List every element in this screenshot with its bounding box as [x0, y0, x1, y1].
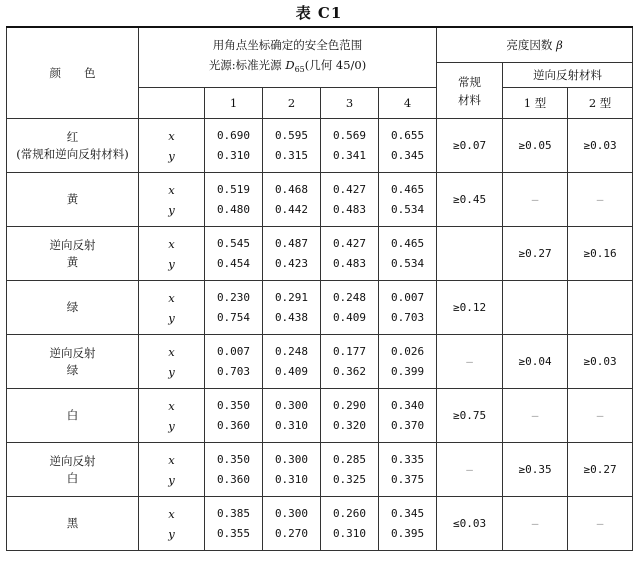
- coordinate-cell: [205, 173, 263, 227]
- x-value: 0.468: [274, 182, 309, 196]
- coordinate-cell: [321, 281, 379, 335]
- y-value: 0.341: [332, 148, 367, 162]
- x-value: 0.545: [216, 236, 251, 250]
- type1-luminance-cell: ≥0.05: [503, 119, 568, 173]
- x-value: 0.335: [390, 452, 425, 466]
- xy-label-cell: [139, 443, 205, 497]
- coordinate-cell: [321, 443, 379, 497]
- x-symbol: x: [168, 344, 175, 359]
- y-value: 0.409: [332, 310, 367, 324]
- color-name-line: 绿: [66, 300, 79, 314]
- color-name-line: 黑: [66, 516, 79, 530]
- x-value: 0.300: [274, 452, 309, 466]
- range-title: 用角点坐标确定的安全色范围: [212, 38, 363, 52]
- coordinate-cell: [263, 281, 321, 335]
- point-4-header: 4: [379, 88, 437, 119]
- light-source: 光源:标准光源 $D_{65}$(几何 45/0): [208, 58, 367, 74]
- coordinate-cell: [205, 227, 263, 281]
- coordinate-cell: [379, 389, 437, 443]
- color-name-line: 白: [66, 470, 79, 485]
- color-name-line: 逆向反射: [49, 237, 96, 252]
- y-value: 0.362: [332, 364, 367, 378]
- xy-label-cell: [139, 497, 205, 551]
- regular-luminance-cell: ≤0.03: [437, 497, 503, 551]
- color-name-cell: [7, 335, 139, 389]
- coordinate-cell: [263, 173, 321, 227]
- coordinate-cell: [321, 389, 379, 443]
- y-value: 0.703: [390, 310, 425, 324]
- xy-blank-header: [139, 88, 205, 119]
- y-value: 0.483: [332, 202, 367, 216]
- x-value: 0.290: [332, 398, 367, 412]
- type2-luminance-cell: —: [568, 497, 633, 551]
- y-value: 0.270: [274, 526, 309, 540]
- coordinate-cell: [379, 173, 437, 227]
- regular-luminance-cell: —: [437, 335, 503, 389]
- y-value: 0.310: [332, 526, 367, 540]
- type2-luminance-cell: —: [568, 389, 633, 443]
- x-value: 0.427: [332, 236, 367, 250]
- x-value: 0.345: [390, 506, 425, 520]
- point-3-header: 3: [321, 88, 379, 119]
- table-row: [7, 173, 633, 227]
- x-value: 0.248: [332, 290, 367, 304]
- x-value: 0.007: [216, 344, 251, 358]
- y-value: 0.310: [216, 148, 251, 162]
- table-row: [7, 119, 633, 173]
- y-symbol: y: [168, 526, 175, 541]
- y-value: 0.438: [274, 310, 309, 324]
- x-value: 0.690: [216, 128, 251, 142]
- coordinate-cell: [379, 335, 437, 389]
- coordinate-cell: [205, 389, 263, 443]
- y-value: 0.360: [216, 418, 251, 432]
- xy-label-cell: [139, 227, 205, 281]
- table-row: [7, 227, 633, 281]
- x-value: 0.465: [390, 182, 425, 196]
- coordinate-cell: [321, 173, 379, 227]
- y-value: 0.315: [274, 148, 309, 162]
- x-value: 0.350: [216, 452, 251, 466]
- color-name-cell: [7, 227, 139, 281]
- x-value: 0.655: [390, 128, 425, 142]
- table-row: [7, 389, 633, 443]
- regular-luminance-cell: ≥0.75: [437, 389, 503, 443]
- type2-header: 2 型: [568, 88, 633, 119]
- color-name-cell: [7, 497, 139, 551]
- y-value: 0.355: [216, 526, 251, 540]
- y-value: 0.534: [390, 256, 425, 270]
- range-header: [139, 27, 437, 88]
- y-value: 0.534: [390, 202, 425, 216]
- y-value: 0.480: [216, 202, 251, 216]
- y-value: 0.375: [390, 472, 425, 486]
- y-value: 0.454: [216, 256, 251, 270]
- x-value: 0.427: [332, 182, 367, 196]
- coordinate-cell: [205, 443, 263, 497]
- x-symbol: x: [168, 290, 175, 305]
- type1-header: 1 型: [503, 88, 568, 119]
- color-name-line: 红: [66, 129, 79, 144]
- x-value: 0.519: [216, 182, 251, 196]
- type2-luminance-cell: [568, 281, 633, 335]
- y-value: 0.703: [216, 364, 251, 378]
- xy-label-cell: [139, 281, 205, 335]
- regular-luminance-cell: ≥0.45: [437, 173, 503, 227]
- type1-luminance-cell: —: [503, 389, 568, 443]
- color-name-cell: [7, 173, 139, 227]
- x-value: 0.595: [274, 128, 309, 142]
- x-value: 0.487: [274, 236, 309, 250]
- y-value: 0.370: [390, 418, 425, 432]
- x-value: 0.300: [274, 398, 309, 412]
- type1-luminance-cell: [503, 281, 568, 335]
- type2-luminance-cell: —: [568, 173, 633, 227]
- y-symbol: y: [168, 364, 175, 379]
- x-value: 0.340: [390, 398, 425, 412]
- table-body: [7, 119, 633, 551]
- coordinate-cell: [379, 227, 437, 281]
- coordinate-cell: [263, 227, 321, 281]
- coordinate-cell: [263, 335, 321, 389]
- x-value: 0.285: [332, 452, 367, 466]
- table-row: [7, 497, 633, 551]
- color-name-line: 逆向反射: [49, 453, 96, 468]
- coordinate-cell: [205, 281, 263, 335]
- x-symbol: x: [168, 182, 175, 197]
- type2-luminance-cell: ≥0.03: [568, 335, 633, 389]
- x-symbol: x: [168, 398, 175, 413]
- type2-luminance-cell: ≥0.16: [568, 227, 633, 281]
- y-symbol: y: [168, 418, 175, 433]
- y-value: 0.442: [274, 202, 309, 216]
- table-row: [7, 443, 633, 497]
- regular-luminance-cell: [437, 227, 503, 281]
- table-row: [7, 335, 633, 389]
- y-symbol: y: [168, 256, 175, 271]
- x-value: 0.300: [274, 506, 309, 520]
- color-name-cell: [7, 389, 139, 443]
- color-name-cell: [7, 281, 139, 335]
- regular-luminance-cell: —: [437, 443, 503, 497]
- color-header: 颜 色: [7, 27, 139, 119]
- regular-material-header: 常规 材料: [437, 63, 503, 119]
- color-name-line: 逆向反射: [49, 345, 96, 360]
- point-1-header: 1: [205, 88, 263, 119]
- x-symbol: x: [168, 452, 175, 467]
- coordinate-cell: [379, 497, 437, 551]
- table-row: [7, 281, 633, 335]
- color-name-cell: [7, 119, 139, 173]
- xy-label-cell: [139, 119, 205, 173]
- coordinate-cell: [263, 443, 321, 497]
- color-name-line: 白: [66, 408, 79, 422]
- x-symbol: x: [168, 128, 175, 143]
- color-name-line: 黄: [66, 192, 79, 206]
- color-name-cell: [7, 443, 139, 497]
- type2-luminance-cell: ≥0.03: [568, 119, 633, 173]
- xy-label-cell: [139, 173, 205, 227]
- y-value: 0.395: [390, 526, 425, 540]
- x-symbol: x: [168, 236, 175, 251]
- table-caption: 表 C1: [295, 4, 343, 22]
- x-value: 0.026: [390, 344, 425, 358]
- coordinate-cell: [379, 119, 437, 173]
- y-value: 0.320: [332, 418, 367, 432]
- point-2-header: 2: [263, 88, 321, 119]
- coordinate-cell: [205, 335, 263, 389]
- y-value: 0.325: [332, 472, 367, 486]
- y-value: 0.754: [216, 310, 251, 324]
- color-name-line: (常规和逆向反射材料): [16, 146, 129, 161]
- coordinate-cell: [263, 497, 321, 551]
- y-symbol: y: [168, 310, 175, 325]
- xy-label-cell: [139, 389, 205, 443]
- x-value: 0.465: [390, 236, 425, 250]
- coordinate-cell: [205, 497, 263, 551]
- x-value: 0.350: [216, 398, 251, 412]
- type1-luminance-cell: ≥0.27: [503, 227, 568, 281]
- y-value: 0.483: [332, 256, 367, 270]
- x-value: 0.260: [332, 506, 367, 520]
- coordinate-cell: [263, 389, 321, 443]
- color-range-table: [6, 26, 633, 551]
- y-symbol: y: [168, 202, 175, 217]
- x-value: 0.007: [390, 290, 425, 304]
- y-value: 0.399: [390, 364, 425, 378]
- retro-material-header: 逆向反射材料: [503, 63, 633, 88]
- y-value: 0.360: [216, 472, 251, 486]
- type2-luminance-cell: ≥0.27: [568, 443, 633, 497]
- y-symbol: y: [168, 148, 175, 163]
- x-value: 0.248: [274, 344, 309, 358]
- coordinate-cell: [321, 227, 379, 281]
- coordinate-cell: [379, 443, 437, 497]
- luminance-header: 亮度因数 β: [437, 27, 633, 63]
- coordinate-cell: [321, 119, 379, 173]
- coordinate-cell: [379, 281, 437, 335]
- y-value: 0.345: [390, 148, 425, 162]
- coordinate-cell: [321, 335, 379, 389]
- y-value: 0.310: [274, 472, 309, 486]
- y-value: 0.423: [274, 256, 309, 270]
- coordinate-cell: [205, 119, 263, 173]
- type1-luminance-cell: ≥0.04: [503, 335, 568, 389]
- regular-luminance-cell: ≥0.12: [437, 281, 503, 335]
- type1-luminance-cell: —: [503, 497, 568, 551]
- type1-luminance-cell: ≥0.35: [503, 443, 568, 497]
- x-value: 0.569: [332, 128, 367, 142]
- x-symbol: x: [168, 506, 175, 521]
- x-value: 0.177: [332, 344, 367, 358]
- xy-label-cell: [139, 335, 205, 389]
- y-value: 0.409: [274, 364, 309, 378]
- y-symbol: y: [168, 472, 175, 487]
- x-value: 0.385: [216, 506, 251, 520]
- x-value: 0.291: [274, 290, 309, 304]
- coordinate-cell: [321, 497, 379, 551]
- y-value: 0.310: [274, 418, 309, 432]
- color-name-line: 绿: [66, 362, 79, 377]
- regular-luminance-cell: ≥0.07: [437, 119, 503, 173]
- x-value: 0.230: [216, 290, 251, 304]
- color-name-line: 黄: [66, 254, 79, 269]
- type1-luminance-cell: —: [503, 173, 568, 227]
- coordinate-cell: [263, 119, 321, 173]
